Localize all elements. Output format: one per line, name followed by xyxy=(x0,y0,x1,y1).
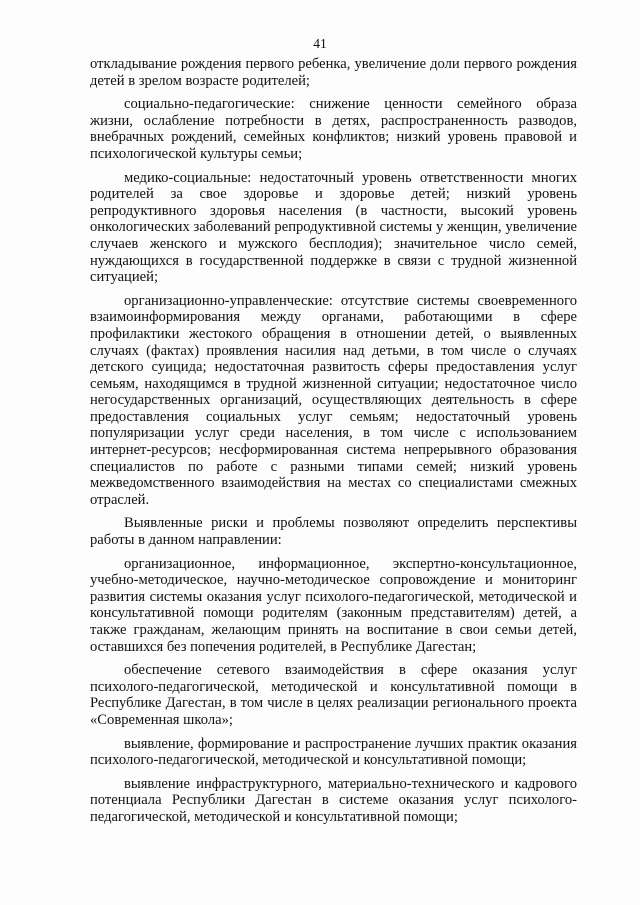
paragraph-medical-social: медико-социальные: недостаточный уровень ответственности многих родителей за свое здоровье и здоровье детей; низкий уровень репродуктивного здоровья населения (в частности, высокий уровень онкологических заболеваний репродуктивной системы у женщин, увеличение случаев женского и мужского бесплодия); значительное число семей, нуждающихся в государственной поддержке в связи с трудной жизненной ситуацией; xyxy=(90,169,577,286)
document-body xyxy=(90,56,577,833)
paragraph-network-interaction: обеспечение сетевого взаимодействия в сфере оказания услуг психолого-педагогической, методической и консультативной помощи в Республике Дагестан, в том числе в целях реализации регионального проекта «Современная школа»; xyxy=(90,662,577,728)
page-number: 41 xyxy=(313,36,327,51)
paragraph-support-monitoring: организационное, информационное, экспертно-консультационное, учебно-методическое, научно-методическое сопровождение и мониторинг развития системы оказания услуг психолого-педагогической, методической и консультативной помощи родителям (законным представителям) детей, а также гражданам, желающим принять на воспитание в свои семьи детей, оставшихся без попечения родителей, в Республике Дагестан; xyxy=(90,555,577,655)
paragraph-best-practices: выявление, формирование и распространение лучших практик оказания психолого-педагогической, методической и консультативной помощи; xyxy=(90,735,577,769)
paragraph-organizational: организационно-управленческие: отсутствие системы своевременного взаимоинформирования между органами, работающими в сфере профилактики жестокого обращения в отношении детей, о выявленных случаях (фактах) проявления насилия над детьми, в том числе о случаях детского суицида; недостаточная развитость сферы предоставления услуг семьям, находящимся в трудной жизненной ситуации; недостаточное число негосударственных организаций, осуществляющих деятельность в сфере предоставления социальных услуг семьям; недостаточный уровень популяризации услуг среди населения, в том числе с использованием интернет-ресурсов; несформированная система непрерывного образования специалистов по работе с разными типами семей; низкий уровень межведомственного взаимодействия на местах со специалистами смежных отраслей. xyxy=(90,292,577,508)
paragraph-continuation: откладывание рождения первого ребенка, увеличение доли первого рождения детей в зрелом возрасте родителей; xyxy=(90,56,577,89)
paragraph-social-pedagogical: социально-педагогические: снижение ценности семейного образа жизни, ослабление потребности в детях, распространенность разводов, внебрачных рождений, семейных конфликтов; низкий уровень правовой и психологической культуры семьи; xyxy=(90,96,577,162)
paragraph-infrastructure: выявление инфраструктурного, материально-технического и кадрового потенциала Республики Дагестан в системе оказания услуг психолого-педагогической, методической и консультативной помощи; xyxy=(90,775,577,825)
paragraph-risks-intro: Выявленные риски и проблемы позволяют определить перспективы работы в данном направлении: xyxy=(90,515,577,549)
